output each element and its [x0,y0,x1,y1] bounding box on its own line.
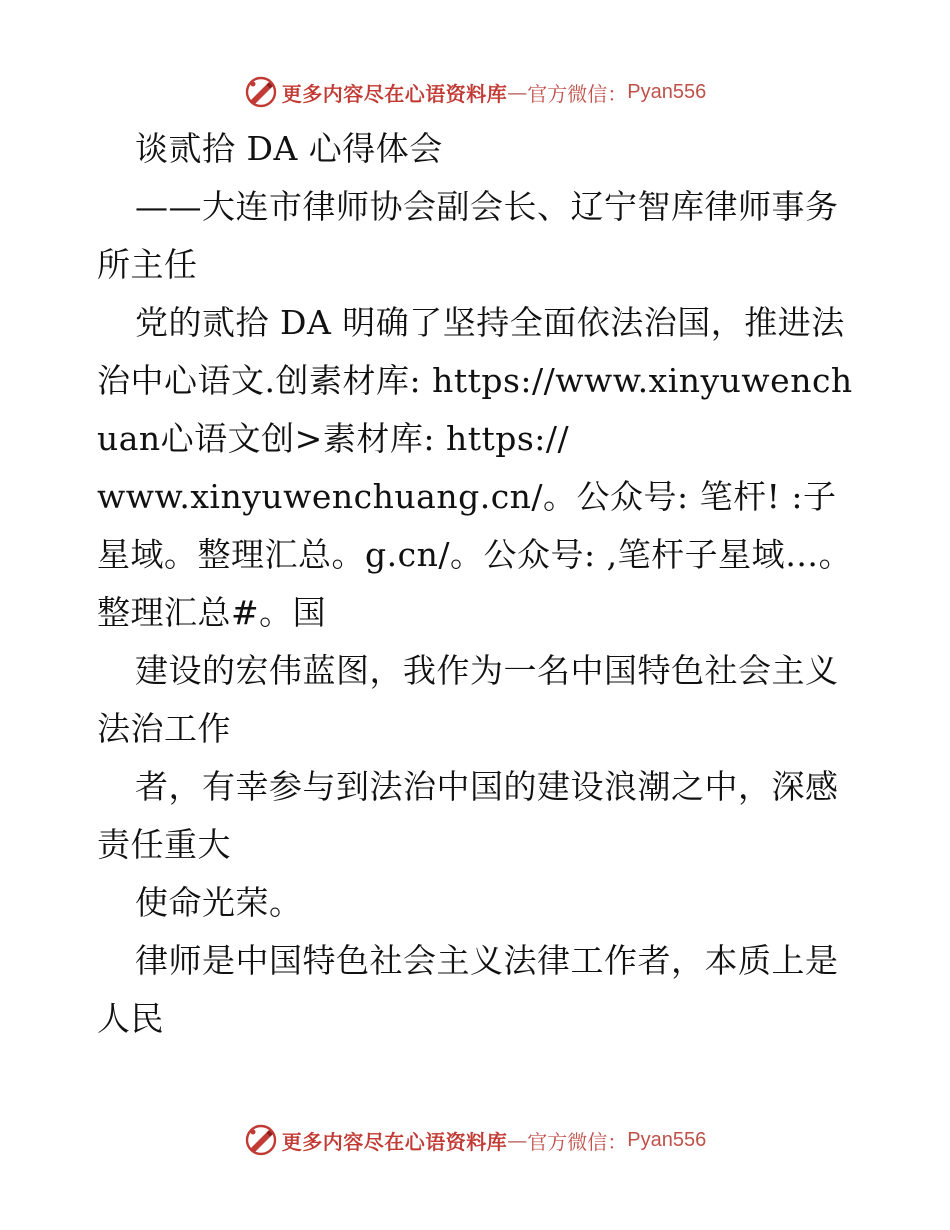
banner-wechat-label: 官方微信： [527,81,628,106]
banner-separator: — [507,1128,528,1152]
footer-banner [0,1118,950,1162]
banner-lead-text: 更多内容尽在心语资料库 [281,81,508,106]
body-paragraph: 者，有幸参与到法治中国的建设浪潮之中，深感责任重大 [97,767,839,864]
pen-logo-icon [244,75,278,109]
body-paragraph: www.xinyuwenchuang.cn/。公众号: 笔杆! :子星域。整理汇总。g.cn/。公众号: ,笔杆子星域…。整理汇总#。国 [97,477,853,632]
body-paragraph: 使命光荣。 [135,883,303,922]
pen-logo-icon [244,1123,278,1157]
banner-wechat-id: Pyan556 [627,80,707,103]
banner-separator: — [507,80,528,104]
document-subtitle: ——大连市律师协会副会长、辽宁智库律师事务所主任 [97,187,839,284]
banner-lead-text: 更多内容尽在心语资料库 [281,1129,508,1154]
body-paragraph: 党的贰拾 DA 明确了坚持全面依法治国，推进法治中心语文.创素材库: https://www.xinyuwenchuan心语文创>素材库: https:// [97,303,853,458]
body-paragraph: 建设的宏伟蓝图，我作为一名中国特色社会主义法治工作 [97,651,839,748]
banner-wechat-id: Pyan556 [627,1128,707,1151]
document-title: 谈贰拾 DA 心得体会 [135,129,443,168]
banner-wechat-label: 官方微信： [527,1129,628,1154]
body-paragraph: 律师是中国特色社会主义法律工作者，本质上是人民 [97,941,839,1038]
document-body [97,120,857,1048]
header-banner [0,70,950,114]
